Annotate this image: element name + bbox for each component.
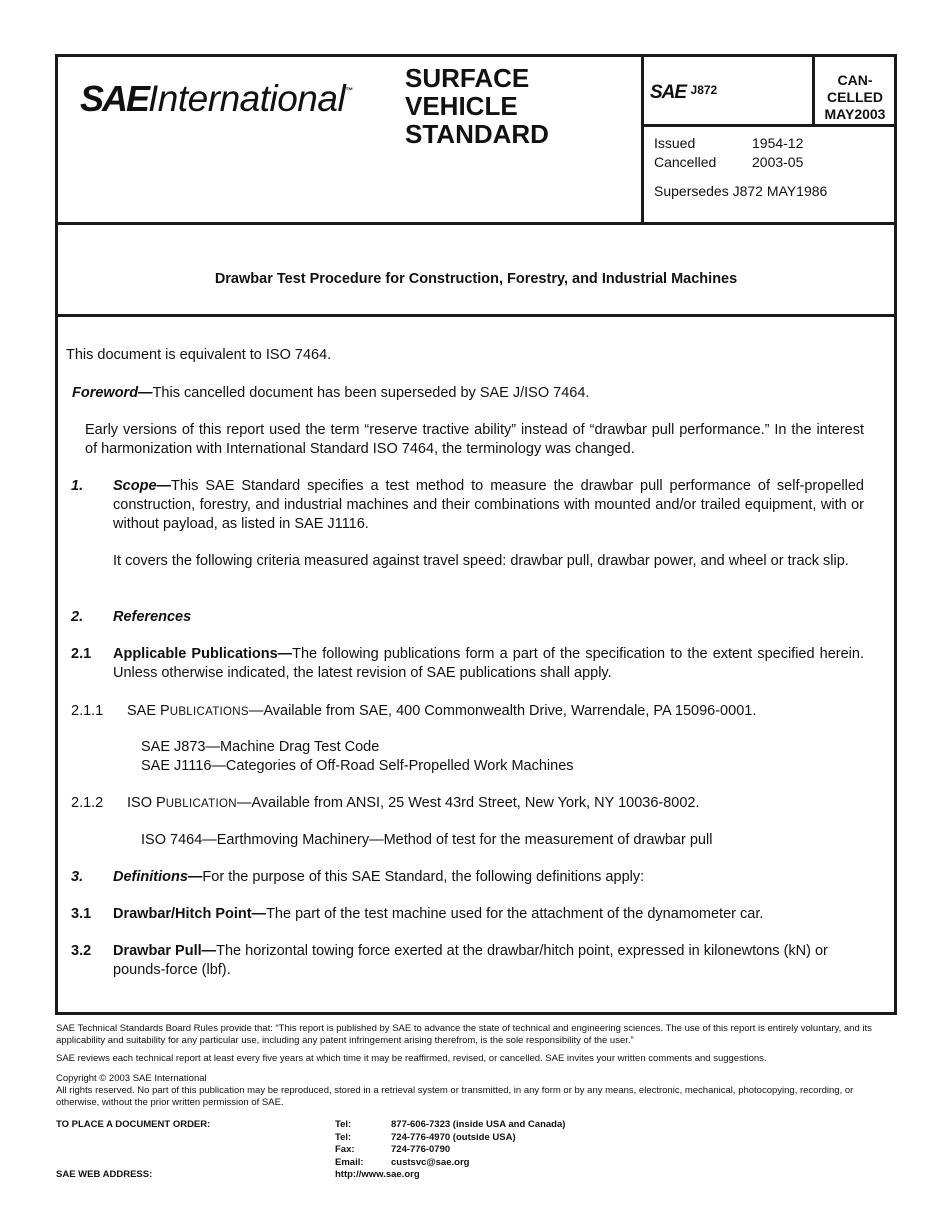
header-meta-divider [641,124,897,127]
issued-value: 1954-12 [752,135,804,151]
section-1-scope [113,477,864,534]
section-2-1-1-number: 2.1.1 [71,703,104,719]
scope-text: This SAE Standard specifies a test method to measure the drawbar pull performance of self-propelled construction, forestry, and industrial machines and their combinations with mounted and/or trailed equipment, with or without payload, as listed in SAE J1116. [113,478,864,532]
equivalence-note: This document is equivalent to ISO 7464. [66,347,332,363]
supersedes: Supersedes J872 MAY1986 [654,183,828,199]
section-2-1-2 [127,794,700,814]
standard-type [405,64,549,148]
section-1-paragraph-2: It covers the following criteria measured against travel speed: drawbar pull, drawbar power, and wheel or track slip. [113,553,849,569]
title-divider [55,314,897,317]
doc-number: J872 [690,83,718,97]
small-sae-logo: SAE [650,82,687,103]
international-wordmark: International [148,78,346,119]
header-divider [55,222,897,225]
iso-publication-prefix: ISO P [127,795,166,811]
applicable-publications-text: The following publications form a part of the specification to the extent specified herein. Unless otherwise indicated, the latest revision of SAE publications shall apply. [113,646,864,681]
sae-international-logo [80,78,353,120]
section-3-1-number: 3.1 [71,906,92,922]
status-line-1: CAN- [837,72,873,88]
applicable-publications-label: Applicable Publications— [113,646,293,662]
section-2-heading: References [113,609,192,625]
section-3-number: 3. [71,869,84,885]
status-box [815,72,895,123]
status-line-2: CELLED [827,89,883,105]
contact-label: Tel: [335,1131,352,1143]
doc-number-block [650,82,717,104]
definitions-text: For the purpose of this SAE Standard, the following definitions apply: [202,869,645,885]
section-2-1 [113,645,864,683]
contact-value: 724-776-0790 [391,1144,451,1155]
issued-label: Issued [654,135,696,151]
section-3-1 [113,905,763,924]
scope-label: Scope— [113,478,172,494]
foreword [72,384,589,403]
order-label: TO PLACE A DOCUMENT ORDER: [56,1119,211,1130]
reference-item: SAE J1116—Categories of Off-Road Self-Propelled Work Machines [141,758,574,774]
cancelled-value: 2003-05 [752,154,804,170]
section-1-number: 1. [71,478,84,494]
footer-review: SAE reviews each technical report at least every five years at which time it may be reaffirmed, revised, or cancelled. SAE invites your written comments and suggestions. [56,1053,767,1064]
section-2-1-1 [127,702,756,722]
section-3-2-number: 3.2 [71,943,92,959]
iso-publication-smallcaps: UBLICATION [165,798,237,810]
contact-value: 877-606-7323 (inside USA and Canada) [391,1119,566,1130]
drawbar-pull-label: Drawbar Pull— [113,943,217,959]
section-3-2 [113,942,868,980]
section-2-1-number: 2.1 [71,646,92,662]
sae-publications-text: —Available from SAE, 400 Commonwealth Drive, Warrendale, PA 15096-0001. [248,703,757,719]
web-url-link[interactable]: http://www.sae.org [335,1169,420,1180]
contact-email[interactable]: custsvc@sae.org [391,1156,470,1168]
iso-publication-text: —Available from ANSI, 25 West 43rd Street, New York, NY 10036-8002. [236,795,700,811]
section-3-definitions [113,868,644,887]
reference-item: SAE J873—Machine Drag Test Code [141,739,380,755]
hitch-point-text: The part of the test machine used for the attachment of the dynamometer car. [266,906,764,922]
contact-value: 724-776-4970 (outside USA) [391,1131,516,1143]
definitions-label: Definitions— [113,869,203,885]
iso-reference: ISO 7464—Earthmoving Machinery—Method of test for the measurement of drawbar pull [141,832,713,848]
sae-publications-smallcaps: UBLICATIONS [169,706,249,718]
hitch-point-label: Drawbar/Hitch Point— [113,906,267,922]
standard-type-line-3: STANDARD [405,119,549,149]
footer-rules: SAE Technical Standards Board Rules provide that: “This report is published by SAE to advance the state of technical and engineering sciences. The use of this report is entirely voluntary, and its applicability and suitability for any particular use, including any patent infringement arising therefrom, is the sole responsibility of the user.” [56,1023,872,1046]
trademark-symbol: ™ [345,86,354,95]
web-label: SAE WEB ADDRESS: [56,1169,153,1180]
cancelled-label: Cancelled [654,154,717,170]
sae-publications-prefix: SAE P [127,703,170,719]
contact-label: Email: [335,1156,364,1168]
drawbar-pull-text: The horizontal towing force exerted at the drawbar/hitch point, expressed in kilonewtons (kN) or pounds-force (lbf). [113,943,828,978]
issue-info [654,134,827,201]
status-line-3: MAY2003 [824,106,886,122]
early-versions-paragraph: Early versions of this report used the term “reserve tractive ability” instead of “drawbar pull performance.” In the interest of harmonization with International Standard ISO 7464, the terminology was changed. [85,422,864,457]
footer-copyright: Copyright © 2003 SAE International [56,1073,207,1084]
sae-reference-list [141,738,574,776]
document-title: Drawbar Test Procedure for Construction, Forestry, and Industrial Machines [214,271,738,287]
contact-label: Tel: [335,1119,352,1130]
contact-list [335,1119,565,1169]
section-2-number: 2. [71,609,84,625]
section-2-1-2-number: 2.1.2 [71,795,104,811]
standard-type-line-2: VEHICLE [405,91,518,121]
standard-type-line-1: SURFACE [405,63,530,93]
sae-logo-mark: SAE [80,78,149,119]
footer-rights: All rights reserved. No part of this publication may be reproduced, stored in a retrieval system or transmitted, in any form or by any means, electronic, mechanical, photocopying, recording, or otherwise, without the prior written permission of SAE. [56,1085,854,1108]
foreword-label: Foreword— [72,385,153,401]
contact-label: Fax: [335,1144,355,1155]
header-vertical-divider [641,54,644,224]
foreword-text: This cancelled document has been superseded by SAE J/ISO 7464. [152,385,590,401]
